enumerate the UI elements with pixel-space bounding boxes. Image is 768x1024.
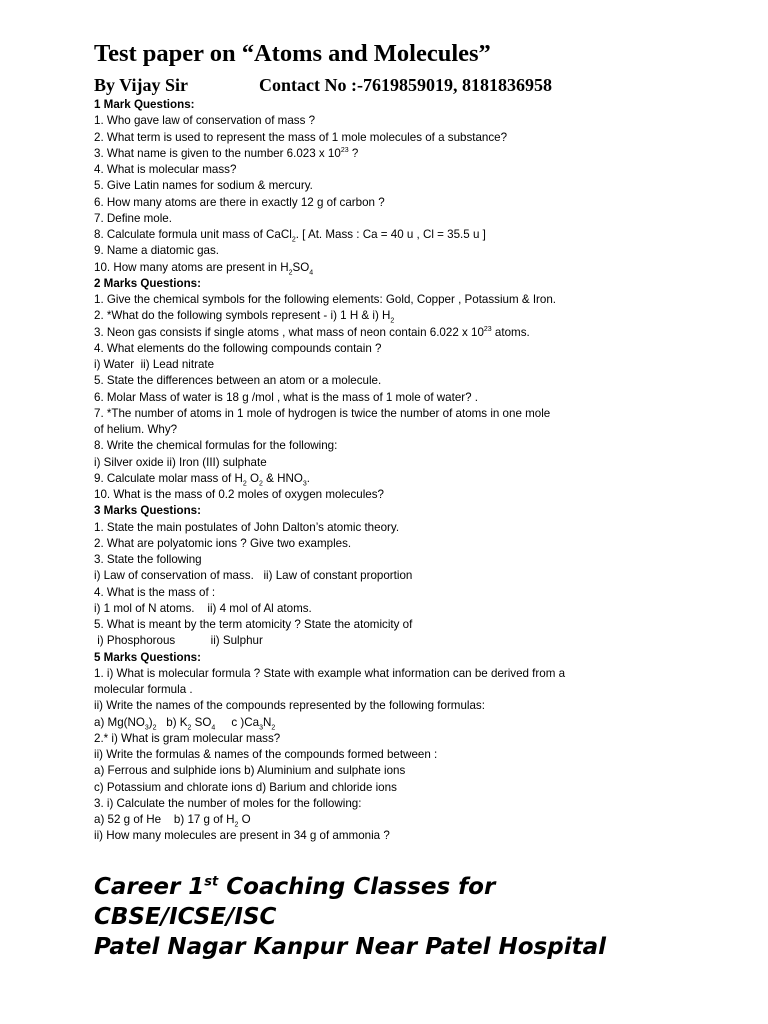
line-text: i) Silver oxide ii) Iron (III) sulphate	[94, 455, 267, 469]
superscript: 23	[340, 146, 349, 154]
byline	[94, 74, 552, 96]
line-text: 6. Molar Mass of water is 18 g /mol , what is the mass of 1 mole of water? .	[94, 390, 479, 404]
superscript: 23	[483, 325, 492, 333]
question-line	[94, 308, 744, 324]
author: By Vijay Sir	[94, 75, 189, 95]
line-text: c )Ca	[215, 715, 260, 729]
line-text: 4. What is the mass of :	[94, 585, 216, 599]
question-line	[94, 162, 744, 178]
line-text: a) Mg(NO	[94, 715, 145, 729]
subscript: 2	[291, 236, 296, 244]
line-text: 7. *The number of atoms in 1 mole of hydrogen is twice the number of atoms in one mole	[94, 406, 551, 420]
line-text: 3. i) Calculate the number of moles for the following:	[94, 796, 362, 810]
line-text: 4. What is molecular mass?	[94, 163, 237, 176]
subscript: 2	[234, 821, 239, 829]
question-line	[94, 390, 744, 406]
subscript: 3	[144, 723, 149, 731]
subscript: 2	[390, 317, 395, 325]
line-text: 5. What is meant by the term atomicity ? State the atomicity of	[94, 618, 413, 631]
subscript: 2	[242, 480, 247, 488]
question-line	[94, 211, 744, 227]
question-line	[94, 471, 744, 487]
section-heading	[94, 650, 744, 666]
line-text: N	[263, 715, 272, 729]
question-line	[94, 325, 744, 341]
footer-line-3: Patel Nagar Kanpur Near Patel Hospital	[94, 934, 606, 960]
question-line	[94, 487, 744, 503]
line-text: ii) Write the names of the compounds represented by the following formulas:	[94, 699, 485, 713]
question-line	[94, 292, 744, 308]
line-text: 2. What term is used to represent the mass of 1 mole molecules of a substance?	[94, 130, 508, 144]
line-text: .	[306, 471, 310, 485]
question-line	[94, 422, 744, 438]
question-line	[94, 666, 744, 682]
question-line	[94, 341, 744, 357]
footer-line-1	[94, 872, 734, 902]
line-text: i) Law of conservation of mass. ii) Law of constant proportion	[94, 569, 413, 583]
line-text: 3. State the following	[94, 553, 202, 566]
question-line	[94, 455, 744, 471]
line-text: 5. Give Latin names for sodium & mercury.	[94, 179, 313, 193]
question-line	[94, 113, 744, 129]
question-line	[94, 227, 744, 243]
subscript: 2	[259, 480, 263, 488]
line-text: O	[246, 471, 259, 485]
footer-line-2: CBSE/ICSE/ISC	[94, 904, 277, 930]
question-line	[94, 260, 744, 276]
line-text: 3. What name is given to the number 6.023 x 10	[94, 146, 341, 160]
subscript: 3	[302, 480, 307, 488]
line-text: & HNO	[262, 471, 303, 485]
question-line	[94, 536, 744, 552]
line-text: c) Potassium and chlorate ions d) Barium and chloride ions	[94, 780, 397, 794]
question-line	[94, 715, 744, 731]
line-text: 2.* i) What is gram molecular mass?	[94, 731, 281, 745]
subscript: 4	[309, 268, 314, 276]
question-line	[94, 243, 744, 259]
line-text: O	[238, 813, 251, 826]
subscript: 2	[288, 268, 293, 276]
question-line	[94, 731, 744, 747]
question-line	[94, 552, 744, 568]
line-text: of helium. Why?	[94, 423, 178, 436]
line-text: 9. Name a diatomic gas.	[94, 244, 220, 258]
section-heading	[94, 503, 744, 519]
line-text: 3. Neon gas consists if single atoms , what mass of neon contain 6.022 x 10	[94, 325, 484, 339]
question-line	[94, 178, 744, 194]
line-text: 1. Who gave law of conservation of mass ?	[94, 114, 316, 128]
footer-line-1-post: Coaching Classes for	[218, 874, 496, 900]
line-text: 4. What elements do the following compounds contain ?	[94, 341, 382, 355]
line-text: 2. What are polyatomic ions ? Give two examples.	[94, 536, 352, 550]
section-heading	[94, 276, 744, 292]
subscript: 2	[152, 723, 157, 731]
line-text: 5 Marks Questions:	[94, 650, 201, 664]
line-text: 1 Mark Questions:	[94, 98, 195, 111]
line-text: 9. Calculate molar mass of H	[94, 471, 243, 485]
line-text: ?	[348, 146, 359, 160]
line-text: 6. How many atoms are there in exactly 12 g of carbon ?	[94, 195, 385, 209]
line-text: atoms.	[491, 325, 530, 339]
question-line	[94, 780, 744, 796]
question-line	[94, 438, 744, 454]
question-line	[94, 763, 744, 779]
question-line	[94, 406, 744, 422]
line-text: SO	[292, 260, 310, 274]
line-text: 8. Write the chemical formulas for the following:	[94, 439, 338, 453]
line-text: . [ At. Mass : Ca = 40 u , Cl = 35.5 u ]	[295, 228, 486, 241]
page-title: Test paper on “Atoms and Molecules”	[94, 40, 491, 67]
question-line	[94, 130, 744, 146]
line-text: 5. State the differences between an atom or a molecule.	[94, 374, 382, 388]
question-line	[94, 601, 744, 617]
section-heading	[94, 97, 744, 113]
question-line	[94, 373, 744, 389]
question-line	[94, 633, 744, 649]
line-text: 3 Marks Questions:	[94, 504, 201, 518]
line-text: i) Phosphorous ii) Sulphur	[94, 634, 263, 648]
line-text: 8. Calculate formula unit mass of CaCl	[94, 228, 292, 241]
question-line	[94, 520, 744, 536]
line-text: b) K	[156, 715, 188, 729]
line-text: ii) Write the formulas & names of the compounds formed between :	[94, 748, 438, 761]
footer-line-1-pre: Career 1	[94, 874, 205, 900]
footer-line-1-sup: st	[204, 874, 219, 890]
coaching-footer	[94, 872, 734, 962]
question-line	[94, 568, 744, 584]
line-text: 10. What is the mass of 0.2 moles of oxygen molecules?	[94, 488, 384, 501]
line-text: molecular formula .	[94, 683, 193, 696]
line-text: 1. i) What is molecular formula ? State with example what information can be derived from a	[94, 666, 566, 680]
line-text: i) Water ii) Lead nitrate	[94, 358, 215, 371]
line-text: a) 52 g of He b) 17 g of H	[94, 813, 235, 826]
line-text: a) Ferrous and sulphide ions b) Aluminium and sulphate ions	[94, 764, 406, 778]
line-text: 1. Give the chemical symbols for the following elements: Gold, Copper , Potassium & Iron.	[94, 293, 557, 306]
subscript: 4	[211, 723, 216, 731]
line-text: 7. Define mole.	[94, 211, 172, 225]
question-line	[94, 796, 744, 812]
line-text: )	[148, 715, 153, 729]
question-line	[94, 828, 744, 844]
line-text: 10. How many atoms are present in H	[94, 260, 289, 274]
question-line	[94, 585, 744, 601]
subscript: 2	[187, 723, 192, 731]
line-text: 1. State the main postulates of John Dalton’s atomic theory.	[94, 520, 400, 534]
subscript: 2	[271, 723, 276, 731]
line-text: 2. *What do the following symbols represent - i) 1 H & i) H	[94, 309, 391, 323]
contact-info: Contact No :-7619859019, 8181836958	[259, 75, 552, 95]
line-text: i) 1 mol of N atoms. ii) 4 mol of Al atoms.	[94, 601, 312, 615]
question-line	[94, 195, 744, 211]
question-line	[94, 747, 744, 763]
question-line	[94, 146, 744, 162]
question-line	[94, 682, 744, 698]
question-line	[94, 357, 744, 373]
line-text: ii) How many molecules are present in 34 g of ammonia ?	[94, 829, 390, 843]
question-line	[94, 698, 744, 714]
subscript: 3	[259, 723, 264, 731]
line-text: 2 Marks Questions:	[94, 276, 201, 290]
question-line	[94, 812, 744, 828]
question-line	[94, 617, 744, 633]
line-text: SO	[191, 715, 212, 729]
question-list	[94, 97, 744, 845]
